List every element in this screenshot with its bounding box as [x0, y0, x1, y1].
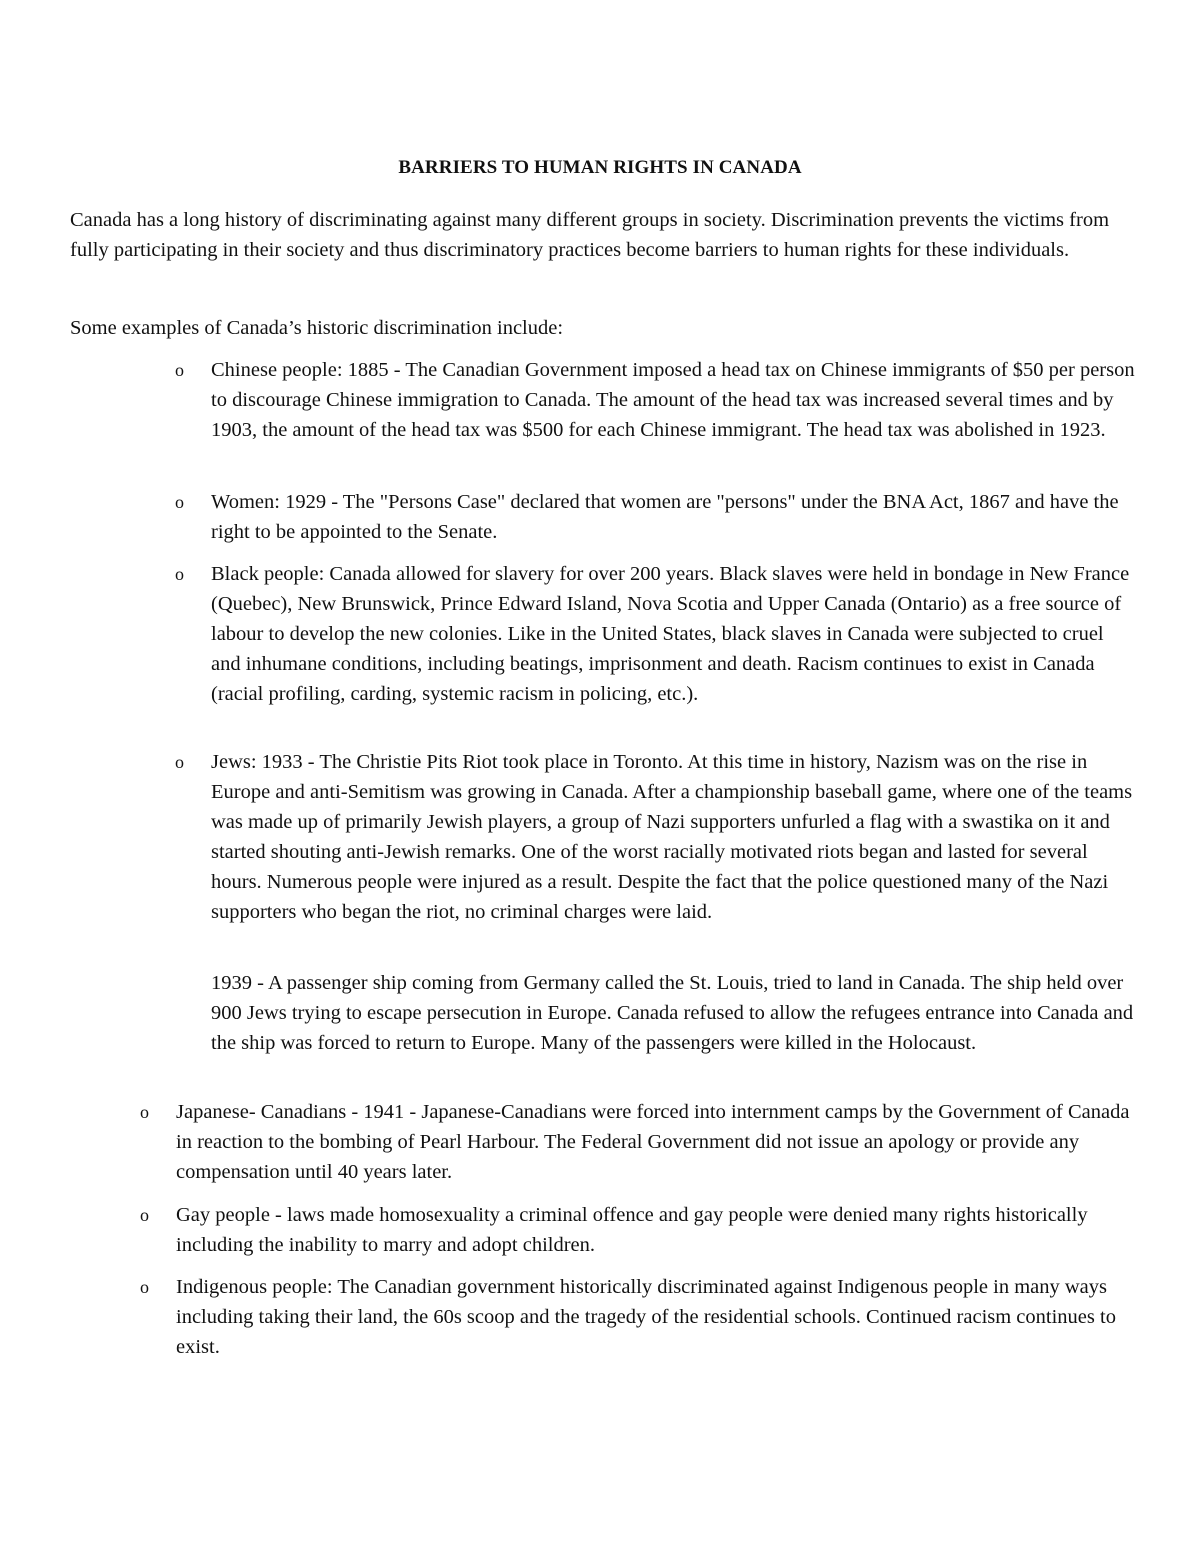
list-item-text: Chinese people: 1885 - The Canadian Government imposed a head tax on Chinese immigrants of $50 per person to discourage Chinese immigration to Canada. The amount of the head tax was increased several times and by 1903, the amount of the head tax was $500 for each Chinese immigrant. The head tax was abolished in 1923.	[211, 359, 1135, 441]
list-item-text: Black people: Canada allowed for slavery for over 200 years. Black slaves were held in bondage in New France (Quebec), New Brunswick, Prince Edward Island, Nova Scotia and Upper Canada (Ontario) as a free source of labour to develop the new colonies. Like in the United States, black slaves in Canada were subjected to cruel and inhumane conditions, including beatings, imprisonment and death. Racism continues to exist in Canada (racial profiling, carding, systemic racism in policing, etc.).	[211, 563, 1130, 705]
bullet-marker: o	[175, 360, 184, 380]
bullet-marker: o	[175, 492, 184, 512]
intro-paragraph: Canada has a long history of discriminating against many different groups in society. Discrimination prevents the victims from fully participating in their society and thus discriminatory practices become barriers to human rights for these individuals.	[70, 209, 1110, 261]
page-title: BARRIERS TO HUMAN RIGHTS IN CANADA	[398, 157, 802, 178]
list-item-text: Gay people - laws made homosexuality a criminal offence and gay people were denied many rights historically including the inability to marry and adopt children.	[176, 1204, 1088, 1256]
bullet-marker: o	[140, 1205, 149, 1225]
list-item-text: Japanese- Canadians - 1941 - Japanese-Canadians were forced into internment camps by the Government of Canada in reaction to the bombing of Pearl Harbour. The Federal Government did not issue an apology or provide any compensation until 40 years later.	[176, 1101, 1130, 1183]
list-item-text: Women: 1929 - The "Persons Case" declared that women are "persons" under the BNA Act, 1867 and have the right to be appointed to the Senate.	[211, 491, 1119, 543]
list-item-text: Indigenous people: The Canadian government historically discriminated against Indigenous people in many ways including taking their land, the 60s scoop and the tragedy of the residential schools. Continued racism continues to exist.	[176, 1276, 1116, 1358]
bullet-marker: o	[140, 1277, 149, 1297]
list-item-continuation-text: 1939 - A passenger ship coming from Germany called the St. Louis, tried to land in Canada. The ship held over 900 Jews trying to escape persecution in Europe. Canada refused to allow the refugees entrance into Canada and the ship was forced to return to Europe. Many of the passengers were killed in the Holocaust.	[211, 972, 1134, 1054]
list-item-text: Jews: 1933 - The Christie Pits Riot took place in Toronto. At this time in history, Nazism was on the rise in Europe and anti-Semitism was growing in Canada. After a championship baseball game, where one of the teams was made up of primarily Jewish players, a group of Nazi supporters unfurled a flag with a swastika on it and started shouting anti-Jewish remarks. One of the worst racially motivated riots began and lasted for several hours. Numerous people were injured as a result. Despite the fact that the police questioned many of the Nazi supporters who began the riot, no criminal charges were laid.	[211, 751, 1133, 923]
bullet-marker: o	[175, 564, 184, 584]
examples-lead-in: Some examples of Canada’s historic discrimination include:	[70, 317, 564, 339]
bullet-marker: o	[140, 1102, 149, 1122]
bullet-marker: o	[175, 752, 184, 772]
